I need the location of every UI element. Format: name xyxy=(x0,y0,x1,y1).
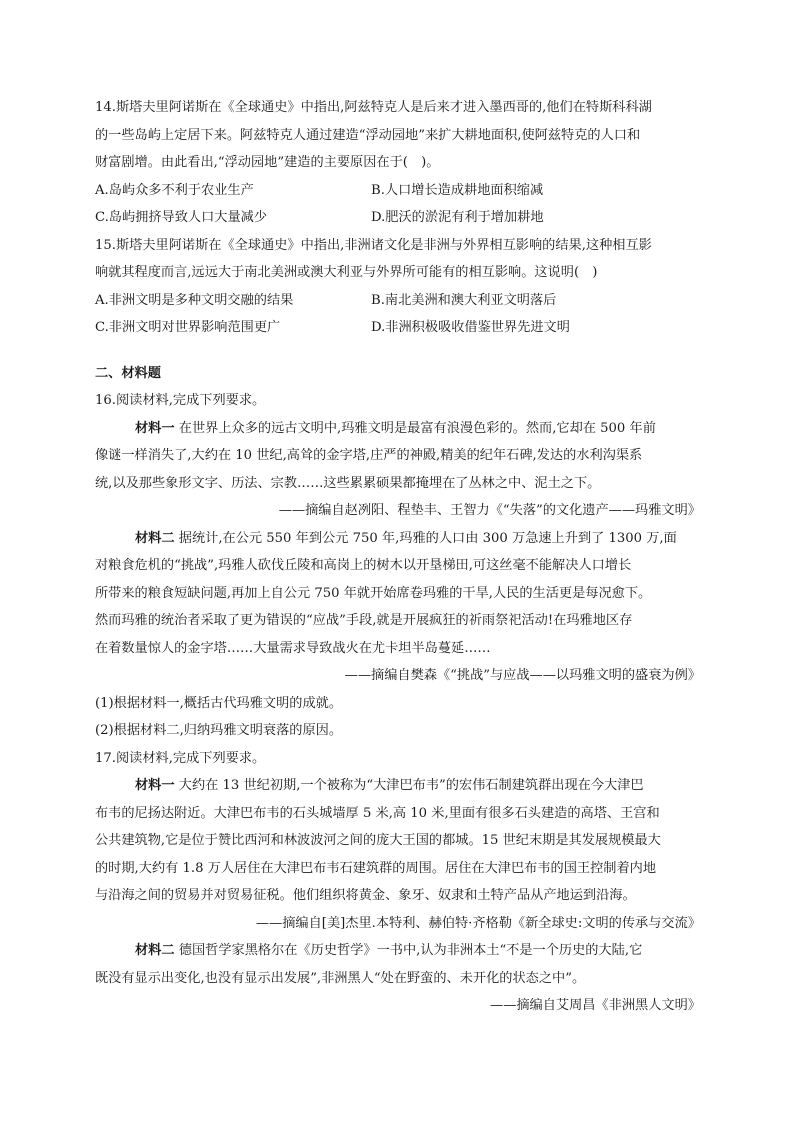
material-tag: 材料一 xyxy=(135,778,175,793)
option-b[interactable]: B.南北美洲和澳大利亚文明落后 xyxy=(371,292,557,308)
material-first-line xyxy=(95,937,701,965)
question-14 xyxy=(95,94,701,232)
question-text-line: 财富剧增。由此看出,“浮动园地”建造的主要原因在于( )。 xyxy=(95,155,440,170)
material-tag: 材料二 xyxy=(135,943,175,958)
material-source: ——摘编自[美]杰里.本特利、赫伯特·齐格勒《新全球史:文明的传承与交流》 xyxy=(255,915,701,931)
material-text-line: 布韦的尼扬达附近。大津巴布韦的石头城墙厚 5 米,高 10 米,里面有很多石头建造的高塔、王宫和 xyxy=(95,805,660,821)
material-first-line xyxy=(95,525,701,553)
page-content xyxy=(95,94,701,1020)
material-text: 大约在 13 世纪初期,一个被称为“大津巴布韦”的宏伟石制建筑群出现在今大津巴 xyxy=(174,778,644,793)
material-text-line: 公共建筑物,它是位于赞比西河和林波波河之间的庞大王国的都城。15 世纪末期是其发展规模最大 xyxy=(95,833,661,848)
material-text-line: 在着数量惊人的金字塔……大量需求导致战火在尤卡坦半岛蔓延…… xyxy=(95,640,491,656)
material-text-line: 然而玛雅的统治者采取了更为错误的“应战”手段,就是开展疯狂的祈雨祭祀活动!在玛雅地区存 xyxy=(95,613,633,628)
option-row xyxy=(95,177,701,205)
option-row xyxy=(95,314,701,342)
material-text-line: 所带来的粮食短缺问题,再加上自公元 750 年就开始席卷玛雅的干旱,人民的生活更是每况愈下。 xyxy=(95,585,652,601)
question-17 xyxy=(95,745,701,1020)
material-first-line xyxy=(95,772,701,800)
option-a[interactable]: A.非洲文明是多种文明交融的结果 xyxy=(95,292,294,308)
question-intro: 17.阅读材料,完成下列要求。 xyxy=(95,750,266,766)
sub-question-1: (1)根据材料一,概括古代玛雅文明的成就。 xyxy=(95,695,343,711)
section-spacer xyxy=(95,342,701,360)
material-source: ——摘编自赵冽阳、程垫丰、王智力《“失落”的文化遗产——玛雅文明》 xyxy=(278,503,701,518)
option-row xyxy=(95,287,701,315)
material-text-line: 对粮食危机的“挑战”,玛雅人砍伐丘陵和高岗上的树木以开垦梯田,可这丝毫不能解决人口增长 xyxy=(95,558,632,573)
question-text-line: 15.斯塔夫里阿诺斯在《全球通史》中指出,非洲诸文化是非洲与外界相互影响的结果,这种相互影 xyxy=(95,237,652,253)
material-text-line: 统,以及那些象形文字、历法、宗教……这些累累硕果都掩埋在了丛林之中、泥土之下。 xyxy=(95,475,601,491)
question-text-line: 14.斯塔夫里阿诺斯在《全球通史》中指出,阿兹特克人是后来才进入墨西哥的,他们在特斯科科湖 xyxy=(95,100,652,115)
section-heading: 二、材料题 xyxy=(95,365,161,381)
material-text-line: 与沿海之间的贸易并对贸易征税。他们组织将黄金、象牙、奴隶和土特产品从产地运到沿海。 xyxy=(95,888,636,903)
option-d[interactable]: D.非洲积极吸收借鉴世界先进文明 xyxy=(371,320,570,335)
option-c[interactable]: C.岛屿拥挤导致人口大量减少 xyxy=(95,210,268,225)
option-c[interactable]: C.非洲文明对世界影响范围更广 xyxy=(95,320,281,335)
material-first-line xyxy=(95,415,701,443)
material-tag: 材料二 xyxy=(135,530,175,546)
material-source: ——摘编自樊森《“挑战”与应战——以玛雅文明的盛衰为例》 xyxy=(344,668,701,683)
option-b[interactable]: B.人口增长造成耕地面积缩减 xyxy=(371,182,544,198)
question-text-line: 的一些岛屿上定居下来。阿兹特克人通过建造“浮动园地”来扩大耕地面积,使阿兹特克的人口和 xyxy=(95,127,641,143)
option-row xyxy=(95,204,701,232)
material-text: 在世界上众多的远古文明中,玛雅文明是最富有浪漫色彩的。然而,它却在 500 年前 xyxy=(174,420,656,436)
question-intro: 16.阅读材料,完成下列要求。 xyxy=(95,393,266,408)
question-text-line: 响就其程度而言,远远大于南北美洲或澳大利亚与外界所可能有的相互影响。这说明( ) xyxy=(95,265,598,280)
question-15 xyxy=(95,232,701,342)
option-a[interactable]: A.岛屿众多不利于农业生产 xyxy=(95,182,254,198)
material-text-line: 既没有显示出变化,也没有显示出发展”,非洲黑人“处在野蛮的、未开化的状态之中”。 xyxy=(95,970,586,986)
sub-question-2: (2)根据材料二,归纳玛雅文明衰落的原因。 xyxy=(95,723,343,738)
material-text: 据统计,在公元 550 年到公元 750 年,玛雅的人口由 300 万急速上升到了 1300 万,面 xyxy=(174,530,677,546)
material-text-line: 的时期,大约有 1.8 万人居住在大津巴布韦石建筑群的周围。居住在大津巴布韦的国王控制着内地 xyxy=(95,860,657,876)
material-text-line: 像谜一样消失了,大约在 10 世纪,高耸的金字塔,庄严的神殿,精美的纪年石碑,发达的水利沟渠系 xyxy=(95,448,643,463)
material-tag: 材料一 xyxy=(135,420,175,436)
material-source: ——摘编自艾周昌《非洲黑人文明》 xyxy=(490,998,701,1013)
option-d[interactable]: D.肥沃的淤泥有利于增加耕地 xyxy=(371,210,544,225)
question-16 xyxy=(95,387,701,745)
material-text: 德国哲学家黑格尔在《历史哲学》一书中,认为非洲本土“不是一个历史的大陆,它 xyxy=(174,943,643,958)
